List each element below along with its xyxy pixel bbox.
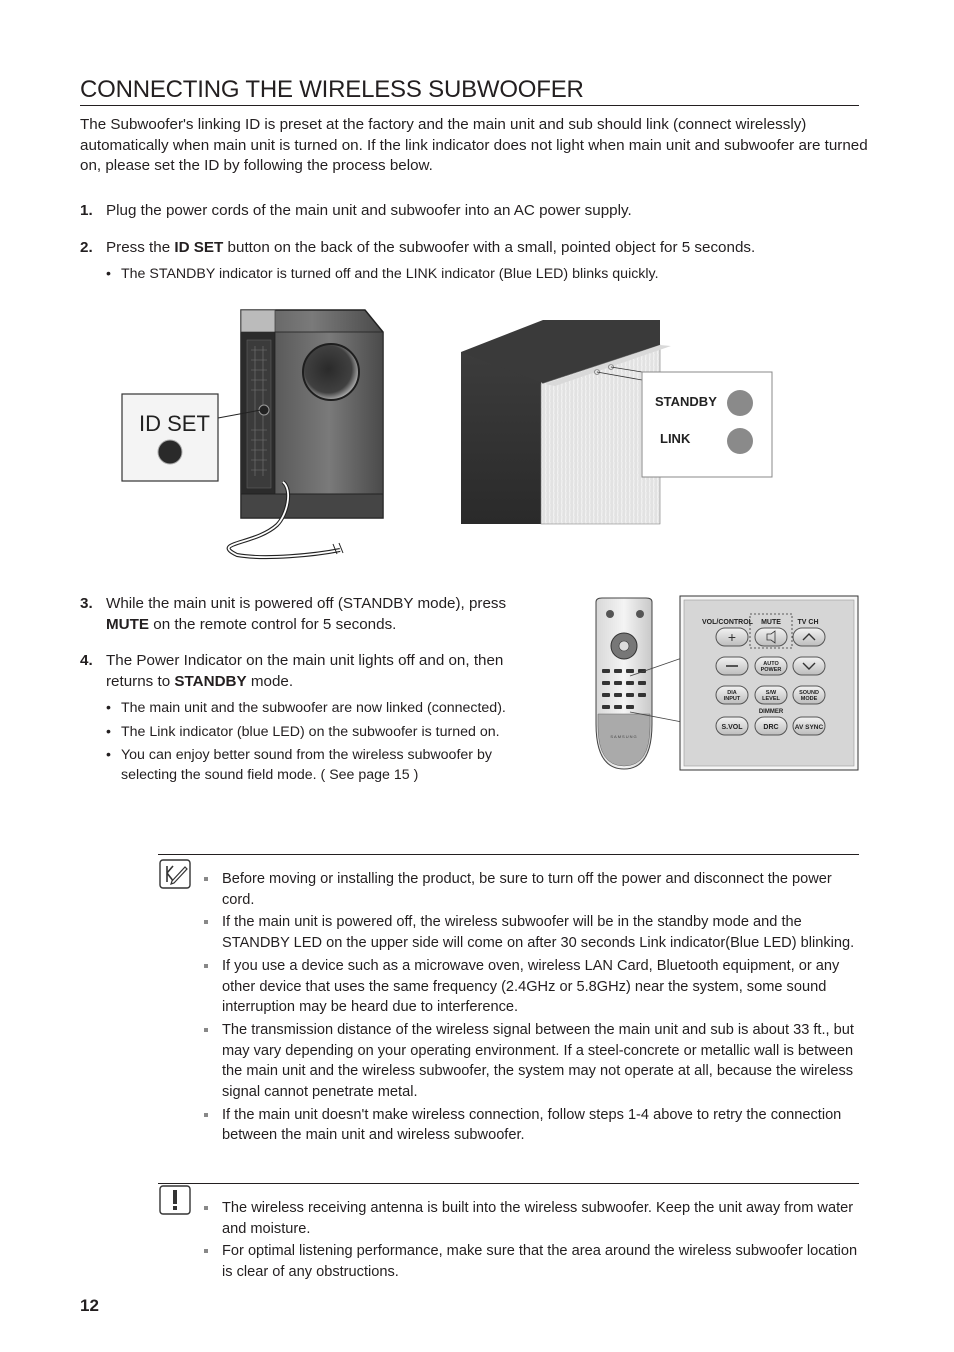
svg-text:+: + [727,629,737,645]
svg-text:POWER: POWER [760,667,782,673]
led-callout [642,372,772,477]
id-set-callout [122,394,218,481]
step-text-pre: While the main unit is powered off (STANDBY mode), press [106,595,507,612]
svg-text:MODE: MODE [800,696,818,702]
step-text [106,237,870,258]
step-text-post: mode. [246,673,294,690]
svg-text:LEVEL: LEVEL [762,696,780,702]
svg-text:AUTO: AUTO [763,661,779,667]
bullet-text: The main unit and the subwoofer are now linked (connected). [121,700,506,716]
svg-text:DIA: DIA [727,690,737,696]
standby-bold: STANDBY [174,673,247,690]
note-list [204,869,860,1146]
bullet-text: The STANDBY indicator is turned off and the LINK indicator (Blue LED) blinks quickly. [121,266,659,282]
standby-label: STANDBY [655,394,717,409]
page-number: 12 [80,1296,99,1315]
note-item: If you use a device such as a microwave oven, wireless LAN Card, Bluetooth equipment, or any other device that uses the same frequency (2.4GHz or 5.8GHz) near the system, some sound interruption may be heard due to interference. [204,956,860,1018]
dimmer-label: DIMMER [758,709,784,715]
mute-label: MUTE [761,619,781,626]
link-label: LINK [660,431,691,446]
step-4-bullet-1: • The main unit and the subwoofer are now linked (connected). [106,698,546,718]
svg-text:INPUT: INPUT [723,696,741,702]
vol-control-label: VOL/CONTROL [702,619,753,626]
step-4-bullet-2: • The Link indicator (blue LED) on the subwoofer is turned on. [106,722,546,742]
step-text: Plug the power cords of the main unit and subwoofer into an AC power supply. [106,202,632,219]
step-2 [80,237,870,258]
s-vol-label: S.VOL [721,724,743,731]
intro-paragraph: The Subwoofer's linking ID is preset at the factory and the main unit and sub should link (connect wirelessly) automatically when main unit is turned on. If the link indicator does not light when main unit and subwoofer are turned on, please set the ID by following the process below. [80,116,868,174]
svg-text:SOUND: SOUND [799,690,819,696]
bullet-text: The Link indicator (blue LED) on the subwoofer is turned on. [121,724,500,740]
step-4 [80,650,550,692]
caution-section [158,1183,859,1281]
note-item: If the main unit is powered off, the wireless subwoofer will be in the standby mode and the STANDBY LED on the upper side will come on after 30 seconds Link indicator(Blue LED) blinking. [204,912,860,953]
caution-icon [159,1185,191,1215]
step-number: 2. [80,239,93,256]
step-1 [80,200,870,221]
brand-label: SAMSUNG [610,734,638,739]
note-item: The transmission distance of the wireless signal between the main unit and sub is about 33 ft., but may vary depending on your operating environment. If a steel-concrete or metallic wall is between the main unit and the wireless subwoofer, the system may not operate at all, because the wireless signal cannot penetrate metal. [204,1020,860,1103]
step-number: 4. [80,652,93,669]
drc-label: DRC [763,724,779,731]
step-text-post: button on the back of the subwoofer with a small, pointed object for 5 seconds. [223,239,756,256]
note-item: Before moving or installing the product, be sure to turn off the power and disconnect the power cord. [204,869,860,910]
note-section [158,854,859,1144]
step-text [106,593,550,635]
step-4-bullet-3: • You can enjoy better sound from the wireless subwoofer by selecting the sound field mode. ( See page 15 ) [106,745,546,785]
svg-text:S/W: S/W [765,690,777,696]
step-text-pre: The Power Indicator on the main unit lights off and on, then returns to [106,652,504,690]
bullet-text: You can enjoy better sound from the wireless subwoofer by selecting the sound field mode. ( See page 15 ) [121,747,492,783]
step-text-post: on the remote control for 5 seconds. [149,616,397,633]
id-set-label: ID SET [139,411,210,436]
caution-item: For optimal listening performance, make sure that the area around the wireless subwoofer location is clear of any obstructions. [204,1241,860,1282]
page-title: CONNECTING THE WIRELESS SUBWOOFER [80,76,859,106]
subwoofer-back [241,310,383,518]
step-number: 1. [80,202,93,219]
id-set-bold: ID SET [174,239,224,256]
av-sync-label: AV SYNC [794,724,824,731]
step-2-bullet: • The STANDBY indicator is turned off and the LINK indicator (Blue LED) blinks quickly. [106,264,866,284]
step-number: 3. [80,595,93,612]
step-3 [80,593,550,635]
step-text-pre: Press the [106,239,175,256]
step-text [106,650,550,692]
tv-ch-label: TV CH [797,619,819,626]
caution-item: The wireless receiving antenna is built into the wireless subwoofer. Keep the unit away from water and moisture. [204,1198,860,1239]
note-item: If the main unit doesn't make wireless connection, follow steps 1-4 above to retry the connection between the main unit and wireless subwoofer. [204,1105,860,1146]
remote-figure [590,594,860,774]
caution-list [204,1198,860,1283]
remote-control [596,598,652,769]
note-icon [159,859,191,889]
mute-bold: MUTE [106,616,150,633]
remote-zoom-panel [680,596,858,770]
subwoofer-figure [115,300,785,575]
